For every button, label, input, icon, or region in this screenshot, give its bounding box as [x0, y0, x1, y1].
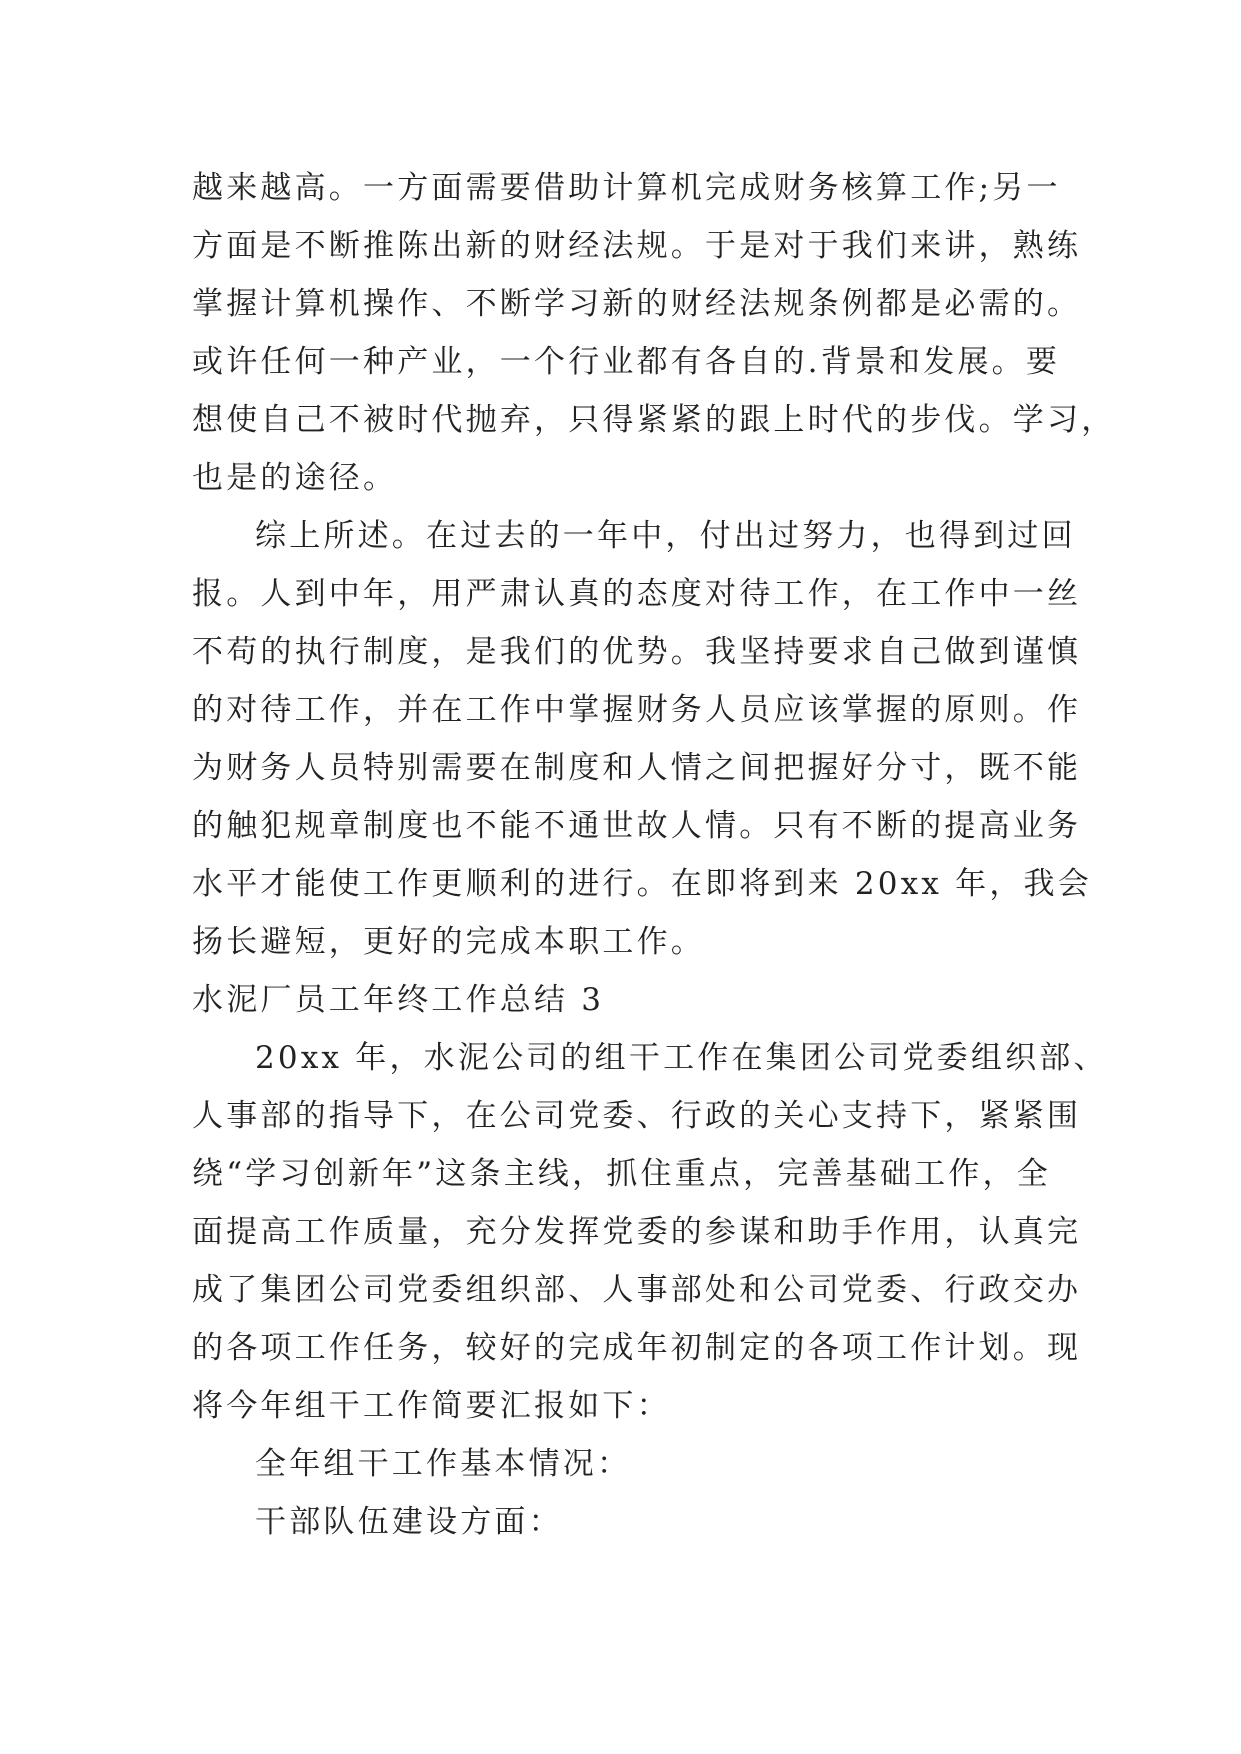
paragraph-first-line: 20xx 年，水泥公司的组干工作在集团公司党委组织部、: [255, 1040, 1108, 1076]
paragraph-first-line: 干部队伍建设方面：: [255, 1504, 563, 1540]
paragraph-first-line: 综上所述。在过去的一年中，付出过努力，也得到过回: [255, 518, 1076, 554]
body-text-line: 想使自己不被时代抛弃，只得紧紧的跟上时代的步伐。学习，: [192, 402, 1116, 438]
body-text-line: 扬长避短，更好的完成本职工作。: [192, 924, 705, 960]
body-text-line: 掌握计算机操作、不断学习新的财经法规条例都是必需的。: [192, 286, 1082, 322]
body-text-line: 绕“学习创新年”这条主线，抓住重点，完善基础工作，全: [192, 1156, 1051, 1192]
body-text-line: 的触犯规章制度也不能不通世故人情。只有不断的提高业务: [192, 808, 1082, 844]
body-text-line: 成了集团公司党委组织部、人事部处和公司党委、行政交办: [192, 1272, 1082, 1308]
body-text-line: 人事部的指导下，在公司党委、行政的关心支持下，紧紧围: [192, 1098, 1082, 1134]
body-text-line: 为财务人员特别需要在制度和人情之间把握好分寸，既不能: [192, 750, 1082, 786]
body-text-line: 也是的途径。: [192, 460, 398, 496]
body-text-line: 或许任何一种产业，一个行业都有各自的.背景和发展。要: [192, 344, 1061, 380]
body-text-line: 的对待工作，并在工作中掌握财务人员应该掌握的原则。作: [192, 692, 1082, 728]
section-heading: 水泥厂员工年终工作总结 3: [192, 982, 605, 1018]
body-text-line: 水平才能使工作更顺利的进行。在即将到来 20xx 年，我会: [192, 866, 1092, 902]
body-text-line: 将今年组干工作简要汇报如下：: [192, 1388, 671, 1424]
body-text-line: 面提高工作质量，充分发挥党委的参谋和助手作用，认真完: [192, 1214, 1082, 1250]
body-text-line: 越来越高。一方面需要借助计算机完成财务核算工作;另一: [192, 170, 1061, 206]
body-text-line: 报。人到中年，用严肃认真的态度对待工作，在工作中一丝: [192, 576, 1082, 612]
body-text-line: 不苟的执行制度，是我们的优势。我坚持要求自己做到谨慎: [192, 634, 1082, 670]
paragraph-first-line: 全年组干工作基本情况：: [255, 1446, 632, 1482]
body-text-line: 的各项工作任务，较好的完成年初制定的各项工作计划。现: [192, 1330, 1082, 1366]
body-text-line: 方面是不断推陈出新的财经法规。于是对于我们来讲，熟练: [192, 228, 1082, 264]
